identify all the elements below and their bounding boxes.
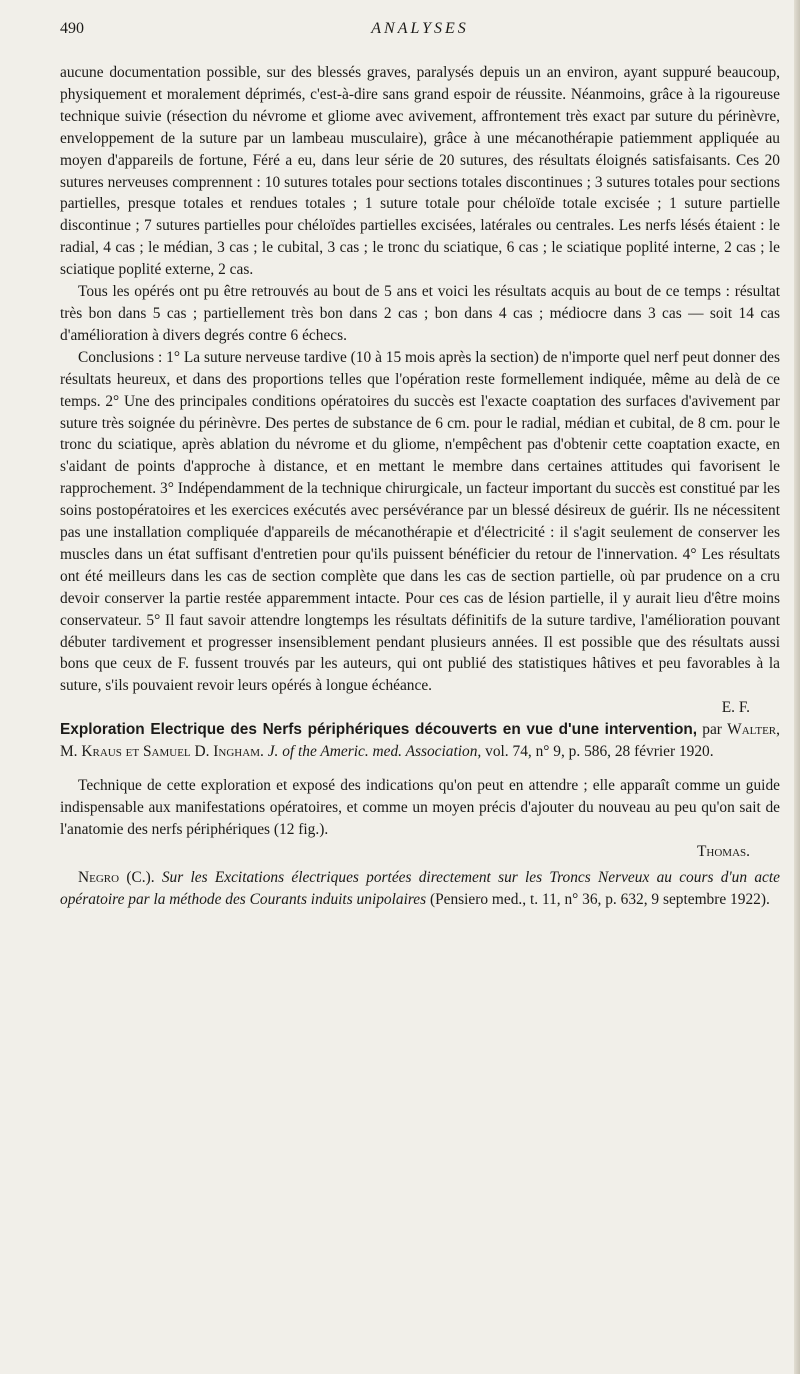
paragraph-conclusions: Conclusions : 1° La suture nerveuse tardive (10 à 15 mois après la section) de n'importe quel nerf peut donner des résultats heureux, et dans des proportions telles que l'opération reste formellement indiquée, même au delà de ce temps. 2° Une des principales conditions opératoires du succès est l'exacte coaptation des surfaces d'avivement par suture très soignée du périnèvre. Des pertes de substance de 6 cm. pour le radial, médian et cubital, de 8 cm. pour le tronc du sciatique, après ablation du névrome et du gliome, n'empêchent pas d'obtenir cette coaptation exacte, en s'aidant de points d'approche à distance, et en mettant le membre dans certaines attitudes qui favorisent le rapprochement. 3° Indépendamment de la technique chirurgicale, un facteur important du succès est constitué par les soins postopératoires et les exercices exécutés avec persévérance par un blessé désireux de guérir. Ils ne nécessitent pas une installation compliquée d'appareils de mécanothérapie et d'électricité : il s'agit seulement de conserver les muscles dans un état suffisant d'entretien pour qu'ils puissent bénéficier du retour de l'innervation. 4° Les résultats ont été meilleurs dans les cas de section complète que dans les cas de section partielle, où par prudence on a cru devoir conserver la partie restée apparemment intacte. Pour ces cas de lésion partielle, il y aurait lieu d'être moins conservateur. 5° Il faut savoir attendre longtemps les résultats définitifs de la suture tardive, l'amélioration pouvant débuter tardivement et progresser insensiblement pendant plusieurs années. Il est possible que des résultats aussi bons que ceux de F. fussent trouvés par les auteurs, qui ont publié des statistiques hâtives et peu favorables à la suture, s'ils pouvaient revoir leurs opérés à longue échéance. — [60, 348, 780, 695]
paragraph-results: Tous les opérés ont pu être retrouvés au bout de 5 ans et voici les résultats acquis au bout de ce temps : résultat très bon dans 5 cas ; partiellement très bon dans 2 cas ; bon dans 4 cas ; médiocre dans 3 cas — soit 14 cas d'amélioration à divers degrés contre 6 échecs. — [60, 283, 780, 344]
signature-thomas-text: Thomas. — [697, 842, 750, 860]
signature-ef: E. F. — [721, 699, 750, 717]
page — [60, 20, 780, 910]
page-header — [60, 20, 780, 42]
article-by: par — [702, 721, 722, 739]
body-text — [60, 62, 780, 910]
running-title: ANALYSES — [371, 20, 469, 37]
reference-author: Negro (C.). — [78, 868, 155, 886]
spacer — [60, 763, 780, 775]
reference-citation: (Pensiero med., t. 11, n° 36, p. 632, 9 septembre 1922). — [429, 890, 770, 908]
article-abstract — [60, 775, 780, 841]
article-citation: vol. 74, n° 9, p. 586, 28 février 1920. — [485, 743, 714, 761]
page-number: 490 — [60, 20, 84, 37]
paragraph-continuation: aucune documentation possible, sur des blessés graves, paralysés depuis un an environ, ayant suppuré beaucoup, physiquement et moralement déprimés, c'est-à-dire sans grand espoir de réussite. Néanmoins, grâce à la rigoureuse technique suivie (résection du névrome et gliome avec avivement, affrontement très exact par suture du périnèvre, enveloppement de la suture par un lambeau musculaire), grâce à une mécanothérapie patiemment appliquée au moyen d'appareils de fortune, Féré a eu, dans leur série de 20 sutures, des résultats éloignés satisfaisants. Ces 20 sutures nerveuses comprennent : 10 sutures totales pour sections totales discontinues ; 3 sutures totales pour sections partielles, presque totales et rendues totales ; 1 suture totale pour chéloïde totale excisée ; 1 suture partielle discontinue ; 7 sutures partielles pour chéloïdes partielles excisées, latérales ou centrales. Les nerfs lésés étaient : le radial, 4 cas ; le médian, 3 cas ; le cubital, 3 cas ; le tronc du sciatique, 6 cas ; le sciatique poplité interne, 2 cas ; le sciatique poplité externe, 2 cas. — [60, 64, 780, 279]
reference-entry — [60, 867, 780, 911]
abstract-text: Technique de cette exploration et exposé des indications qu'on peut en attendre ; elle apparaît comme un guide indispensable aux manifestations opératoires, et comme un moyen précis d'ajouter du nouveau au peu qu'on sait de l'anatomie des nerfs périphériques (12 fig.). — [60, 777, 780, 838]
article-heading — [60, 719, 780, 763]
signature-thomas — [60, 841, 780, 863]
page-edge-shadow — [794, 0, 800, 1374]
reference-title: Sur les Excitations électriques portées directement sur les Troncs Nerveux au cours d'un acte opératoire par la méthode des Courants induits unipolaires — [60, 868, 780, 908]
article-journal: J. of the Americ. med. Association, — [267, 743, 482, 761]
article-title: Exploration Electrique des Nerfs périphériques découverts en vue d'une intervention, — [60, 721, 698, 739]
article-authors: Walter, M. Kraus et Samuel D. Ingham. — [60, 721, 780, 761]
